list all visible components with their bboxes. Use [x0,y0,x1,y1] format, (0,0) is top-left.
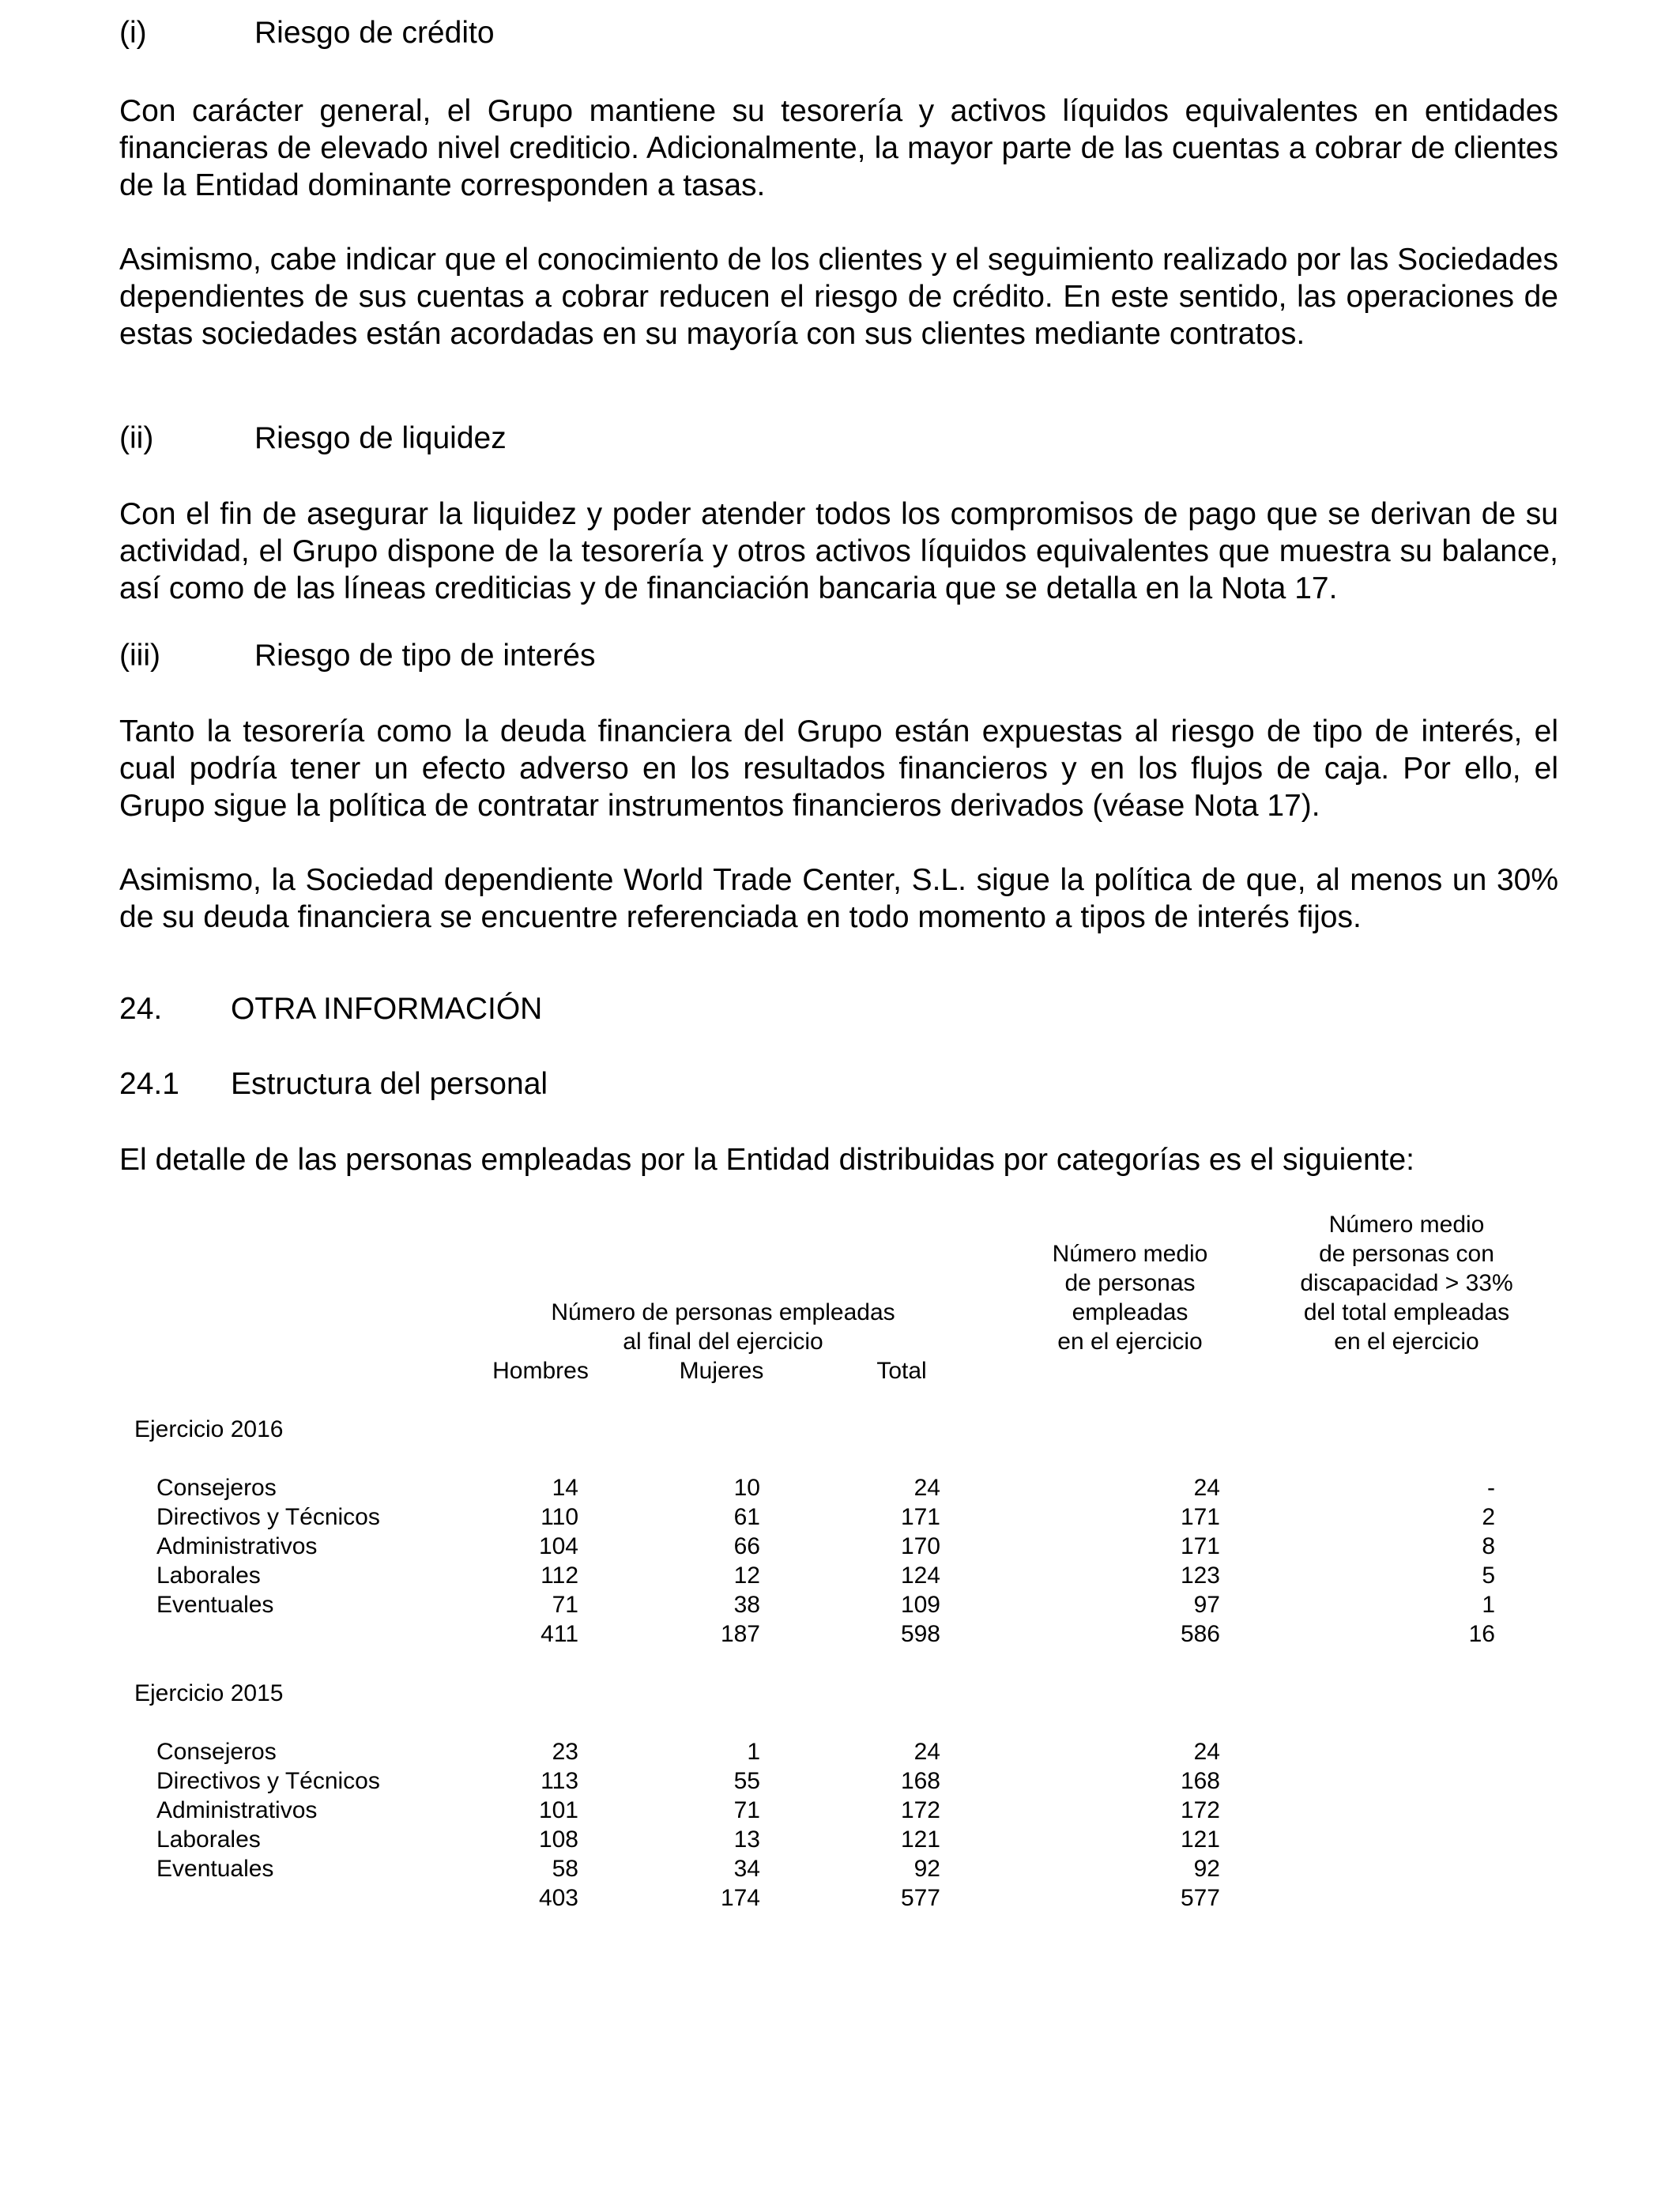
header-medio-line: de personas [1064,1270,1196,1296]
cell-disc: 5 [1482,1563,1495,1589]
cell-total: 24 [913,1739,940,1765]
header-total: Total [876,1358,927,1384]
section-number: (ii) [119,421,154,455]
cell-mujeres: 13 [733,1826,760,1853]
category-label: Eventuales [156,1856,274,1882]
category-label: Laborales [156,1826,261,1853]
section-heading: OTRA INFORMACIÓN [231,992,543,1026]
cell-hombres: 113 [541,1768,578,1794]
header-disc-line: de personas con [1319,1241,1494,1267]
cell-hombres: 101 [538,1797,578,1823]
category-label: Eventuales [156,1592,274,1618]
cell-total: 121 [900,1826,940,1853]
cell-mujeres: 12 [733,1563,760,1589]
category-label: Administrativos [156,1533,318,1559]
cell-mujeres: 34 [733,1856,760,1882]
cell-mujeres: 66 [733,1533,760,1559]
cell-mujeres: 71 [733,1797,760,1823]
cell-hombres: 108 [538,1826,578,1853]
cell-total: 124 [900,1563,940,1589]
cell-total: 171 [900,1504,940,1530]
cell-mujeres: 1 [747,1739,760,1765]
cell-medio: 168 [1180,1768,1220,1794]
paragraph: Asimismo, cabe indicar que el conocimiento de los clientes y el seguimiento realizado por las Sociedades dependientes de sus cuentas a cobrar reducen el riesgo de crédito. En este sentido, las operaciones de estas sociedades están acordadas en su mayoría con sus clientes mediante contratos. [119,243,1558,351]
total-hombres: 411 [541,1621,578,1647]
cell-total: 109 [900,1592,940,1618]
header-disc-line: discapacidad > 33% [1300,1270,1513,1296]
cell-medio: 24 [1193,1475,1220,1501]
total-hombres: 403 [538,1885,578,1911]
total-total: 598 [900,1621,940,1647]
header-group-line: Número de personas empleadas [551,1299,895,1325]
cell-mujeres: 61 [733,1504,760,1530]
category-label: Directivos y Técnicos [156,1768,380,1794]
category-label: Administrativos [156,1797,318,1823]
cell-total: 168 [900,1768,940,1794]
section-number: 24.1 [119,1067,179,1101]
cell-medio: 92 [1193,1856,1220,1882]
total-disc: 16 [1468,1621,1495,1647]
cell-hombres: 71 [552,1592,578,1618]
cell-medio: 121 [1180,1826,1220,1853]
cell-total: 24 [913,1475,940,1501]
header-disc-line: del total empleadas [1303,1299,1510,1325]
cell-disc: 2 [1482,1504,1495,1530]
cell-total: 92 [913,1856,940,1882]
paragraph: Asimismo, la Sociedad dependiente World Trade Center, S.L. sigue la política de que, al menos un 30% de su deuda financiera se encuentre referenciada en todo momento a tipos de interés fijos. [119,863,1558,934]
year-label: Ejercicio 2015 [134,1680,284,1706]
total-total: 577 [900,1885,940,1911]
header-medio-line: empleadas [1072,1299,1188,1325]
cell-medio: 24 [1193,1739,1220,1765]
section-heading: Riesgo de crédito [254,16,495,50]
cell-medio: 123 [1180,1563,1220,1589]
paragraph: Tanto la tesorería como la deuda financiera del Grupo están expuestas al riesgo de tipo de interés, el cual podría tener un efecto adverso en los resultados financieros y en los flujos de caja. Por ello, el Grupo sigue la política de contratar instrumentos financieros derivados (véase Nota 17). [119,714,1558,823]
paragraph: Con carácter general, el Grupo mantiene su tesorería y activos líquidos equivalentes en entidades financieras de elevado nivel crediticio. Adicionalmente, la mayor parte de las cuentas a cobrar de clientes de la Entidad dominante corresponden a tasas. [119,94,1558,202]
category-label: Consejeros [156,1739,277,1765]
cell-hombres: 112 [541,1563,578,1589]
cell-medio: 171 [1180,1504,1220,1530]
total-medio: 586 [1180,1621,1220,1647]
header-hombres: Hombres [492,1358,589,1384]
header-disc-line: Número medio [1328,1212,1485,1238]
header-group-line: al final del ejercicio [623,1329,823,1355]
cell-mujeres: 10 [733,1475,760,1501]
header-medio-line: en el ejercicio [1057,1329,1203,1355]
paragraph: Con el fin de asegurar la liquidez y poder atender todos los compromisos de pago que se derivan de su actividad, el Grupo dispone de la tesorería y otros activos líquidos equivalentes que muestra su balance, así como de las líneas crediticias y de financiación bancaria que se detalla en la Nota 17. [119,497,1558,605]
section-number: (i) [119,16,147,50]
paragraph: El detalle de las personas empleadas por la Entidad distribuidas por categorías es el siguiente: [119,1143,1414,1177]
cell-disc: 8 [1482,1533,1495,1559]
cell-medio: 97 [1193,1592,1220,1618]
category-label: Consejeros [156,1475,277,1501]
section-number: (iii) [119,639,160,673]
year-label: Ejercicio 2016 [134,1416,284,1442]
cell-hombres: 14 [552,1475,578,1501]
cell-total: 172 [900,1797,940,1823]
total-medio: 577 [1180,1885,1220,1911]
header-disc-line: en el ejercicio [1334,1329,1479,1355]
cell-disc: - [1487,1475,1495,1501]
section-heading: Riesgo de tipo de interés [254,639,596,673]
cell-medio: 171 [1180,1533,1220,1559]
cell-total: 170 [900,1533,940,1559]
cell-disc: 1 [1482,1592,1495,1618]
category-label: Laborales [156,1563,261,1589]
header-medio-line: Número medio [1052,1241,1208,1267]
cell-hombres: 104 [538,1533,578,1559]
cell-mujeres: 38 [733,1592,760,1618]
section-heading: Estructura del personal [231,1067,548,1101]
cell-hombres: 110 [541,1504,578,1530]
total-mujeres: 187 [720,1621,760,1647]
cell-hombres: 23 [552,1739,578,1765]
total-mujeres: 174 [720,1885,760,1911]
section-number: 24. [119,992,163,1026]
cell-hombres: 58 [552,1856,578,1882]
header-mujeres: Mujeres [679,1358,764,1384]
cell-mujeres: 55 [733,1768,760,1794]
category-label: Directivos y Técnicos [156,1504,380,1530]
section-heading: Riesgo de liquidez [254,421,507,455]
cell-medio: 172 [1180,1797,1220,1823]
